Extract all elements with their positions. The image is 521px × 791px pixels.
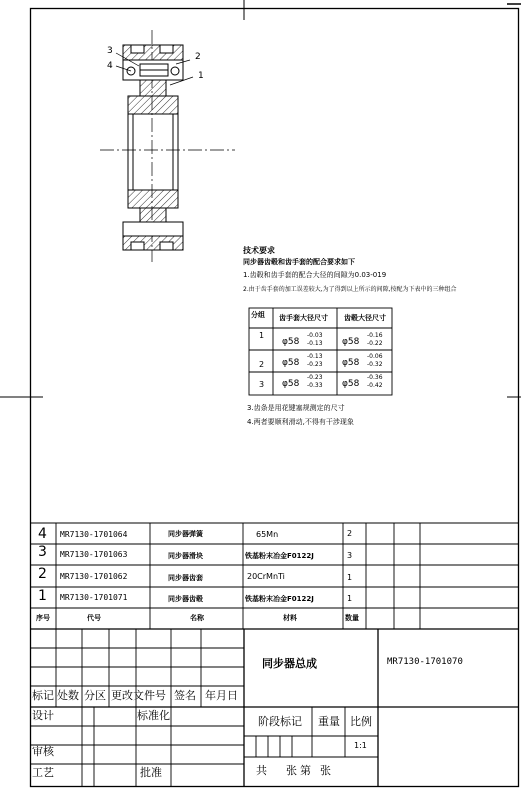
fit-row-1-sleeve-lower: -0.13 [307, 340, 323, 347]
synchronizer-section-drawing [100, 30, 235, 262]
fit-row-3-hub-upper: -0.36 [367, 374, 383, 381]
bom-row-1-no: 4 [38, 526, 47, 542]
bom-row-4-name: 同步器齿毂 [168, 595, 203, 603]
fit-row-2-hub: φ58 [342, 358, 360, 368]
fit-row-2-hub-lower: -0.32 [367, 361, 383, 368]
rev-label-count: 处数 [57, 689, 79, 702]
approve-label: 批准 [140, 766, 162, 779]
fit-row-3-sleeve-lower: -0.33 [307, 382, 323, 389]
fit-row-1-hub-upper: -0.16 [367, 332, 383, 339]
title-block-grid [30, 629, 518, 787]
callout-4: 4 [107, 61, 113, 71]
bom-header-qty: 数量 [345, 614, 359, 622]
process-label: 工艺 [32, 766, 54, 779]
fit-row-3-hub-lower: -0.42 [367, 382, 383, 389]
review-label: 审核 [32, 745, 54, 758]
callout-2: 2 [195, 52, 201, 62]
fit-row-3-sleeve: φ58 [282, 379, 300, 389]
tech-line-5: 4.两者要顺利滑动,不得有干涉现象 [247, 418, 354, 426]
bom-row-1-material: 65Mn [256, 530, 279, 539]
bom-row-3-material: 20CrMnTi [247, 572, 285, 581]
bom-row-2-name: 同步器滑块 [168, 552, 203, 560]
fit-row-2-hub-upper: -0.06 [367, 353, 383, 360]
bom-header-name: 名称 [190, 614, 204, 622]
fit-row-3-group: 3 [259, 380, 265, 389]
bom-header-code: 代号 [87, 614, 101, 622]
bom-header-no: 序号 [36, 614, 50, 622]
bom-row-2-material: 铁基粉末冶金F0122J [245, 552, 314, 560]
sheets-unit-label: 张 [286, 764, 297, 777]
sheets-total-label: 共 [256, 764, 267, 777]
stage-mark-label: 阶段标记 [258, 715, 302, 728]
fit-row-2-sleeve: φ58 [282, 358, 300, 368]
bom-row-4-code: MR7130-1701071 [60, 593, 128, 602]
sheet-unit2-label: 张 [320, 764, 331, 777]
tech-title: 技术要求 [243, 246, 275, 255]
weight-label: 重量 [318, 715, 340, 728]
fit-row-2-sleeve-upper: -0.13 [307, 353, 323, 360]
fit-row-2-sleeve-lower: -0.23 [307, 361, 323, 368]
bom-row-3-no: 2 [38, 566, 47, 582]
bom-row-4-qty: 1 [347, 594, 353, 603]
bom-row-1-qty: 2 [347, 529, 353, 538]
bom-row-1-code: MR7130-1701064 [60, 530, 128, 539]
fit-row-1-hub-lower: -0.22 [367, 340, 383, 347]
standardize-label: 标准化 [137, 709, 170, 722]
design-label: 设计 [32, 709, 54, 722]
bom-row-2-no: 3 [38, 544, 47, 560]
bom-row-1-name: 同步器弹簧 [168, 530, 203, 538]
fit-header-hub: 齿毂大径尺寸 [344, 314, 386, 322]
callout-1: 1 [198, 71, 204, 81]
scale-label: 比例 [350, 715, 372, 728]
scale-value: 1:1 [354, 741, 367, 750]
fit-row-1-group: 1 [259, 331, 265, 340]
fit-row-1-hub: φ58 [342, 337, 360, 347]
fit-row-3-sleeve-upper: -0.23 [307, 374, 323, 381]
rev-label-zone: 分区 [84, 689, 106, 702]
fit-row-1-sleeve-upper: -0.03 [307, 332, 323, 339]
fit-row-1-sleeve: φ58 [282, 337, 300, 347]
fit-row-2-group: 2 [259, 360, 265, 369]
bom-row-3-name: 同步器齿套 [168, 574, 203, 582]
fit-header-group: 分组 [251, 311, 265, 319]
bom-row-2-qty: 3 [347, 551, 353, 560]
bom-row-4-material: 铁基粉末冶金F0122J [245, 595, 314, 603]
sheet-no-label: 第 [300, 764, 311, 777]
rev-label-date: 年月日 [205, 689, 238, 702]
drawing-number: MR7130-1701070 [387, 657, 463, 667]
rev-label-sign: 签名 [174, 689, 196, 702]
fit-header-sleeve: 齿手套大径尺寸 [279, 314, 328, 322]
bom-header-material: 材料 [283, 614, 297, 622]
tech-line-1: 同步器齿毂和齿手套的配合要求如下 [243, 258, 355, 266]
drawing-title: 同步器总成 [262, 657, 317, 670]
bom-row-3-code: MR7130-1701062 [60, 572, 128, 581]
bom-row-3-qty: 1 [347, 573, 353, 582]
fit-row-3-hub: φ58 [342, 379, 360, 389]
bom-row-4-no: 1 [38, 588, 47, 604]
rev-label-mark: 标记 [32, 689, 54, 702]
tech-line-4: 3.齿条是用花键塞规测定的尺寸 [247, 404, 345, 412]
rev-label-doc: 更改文件号 [111, 689, 166, 702]
tech-line-2: 1.齿毂和齿手套的配合大径的间隙为0.03-019 [243, 271, 387, 279]
callout-3: 3 [107, 46, 113, 56]
tech-line-3: 2.由于齿手套的加工误差较大,为了得到以上所示的间隙,按配为下表中的三种组合 [243, 286, 457, 293]
bom-row-2-code: MR7130-1701063 [60, 550, 128, 559]
